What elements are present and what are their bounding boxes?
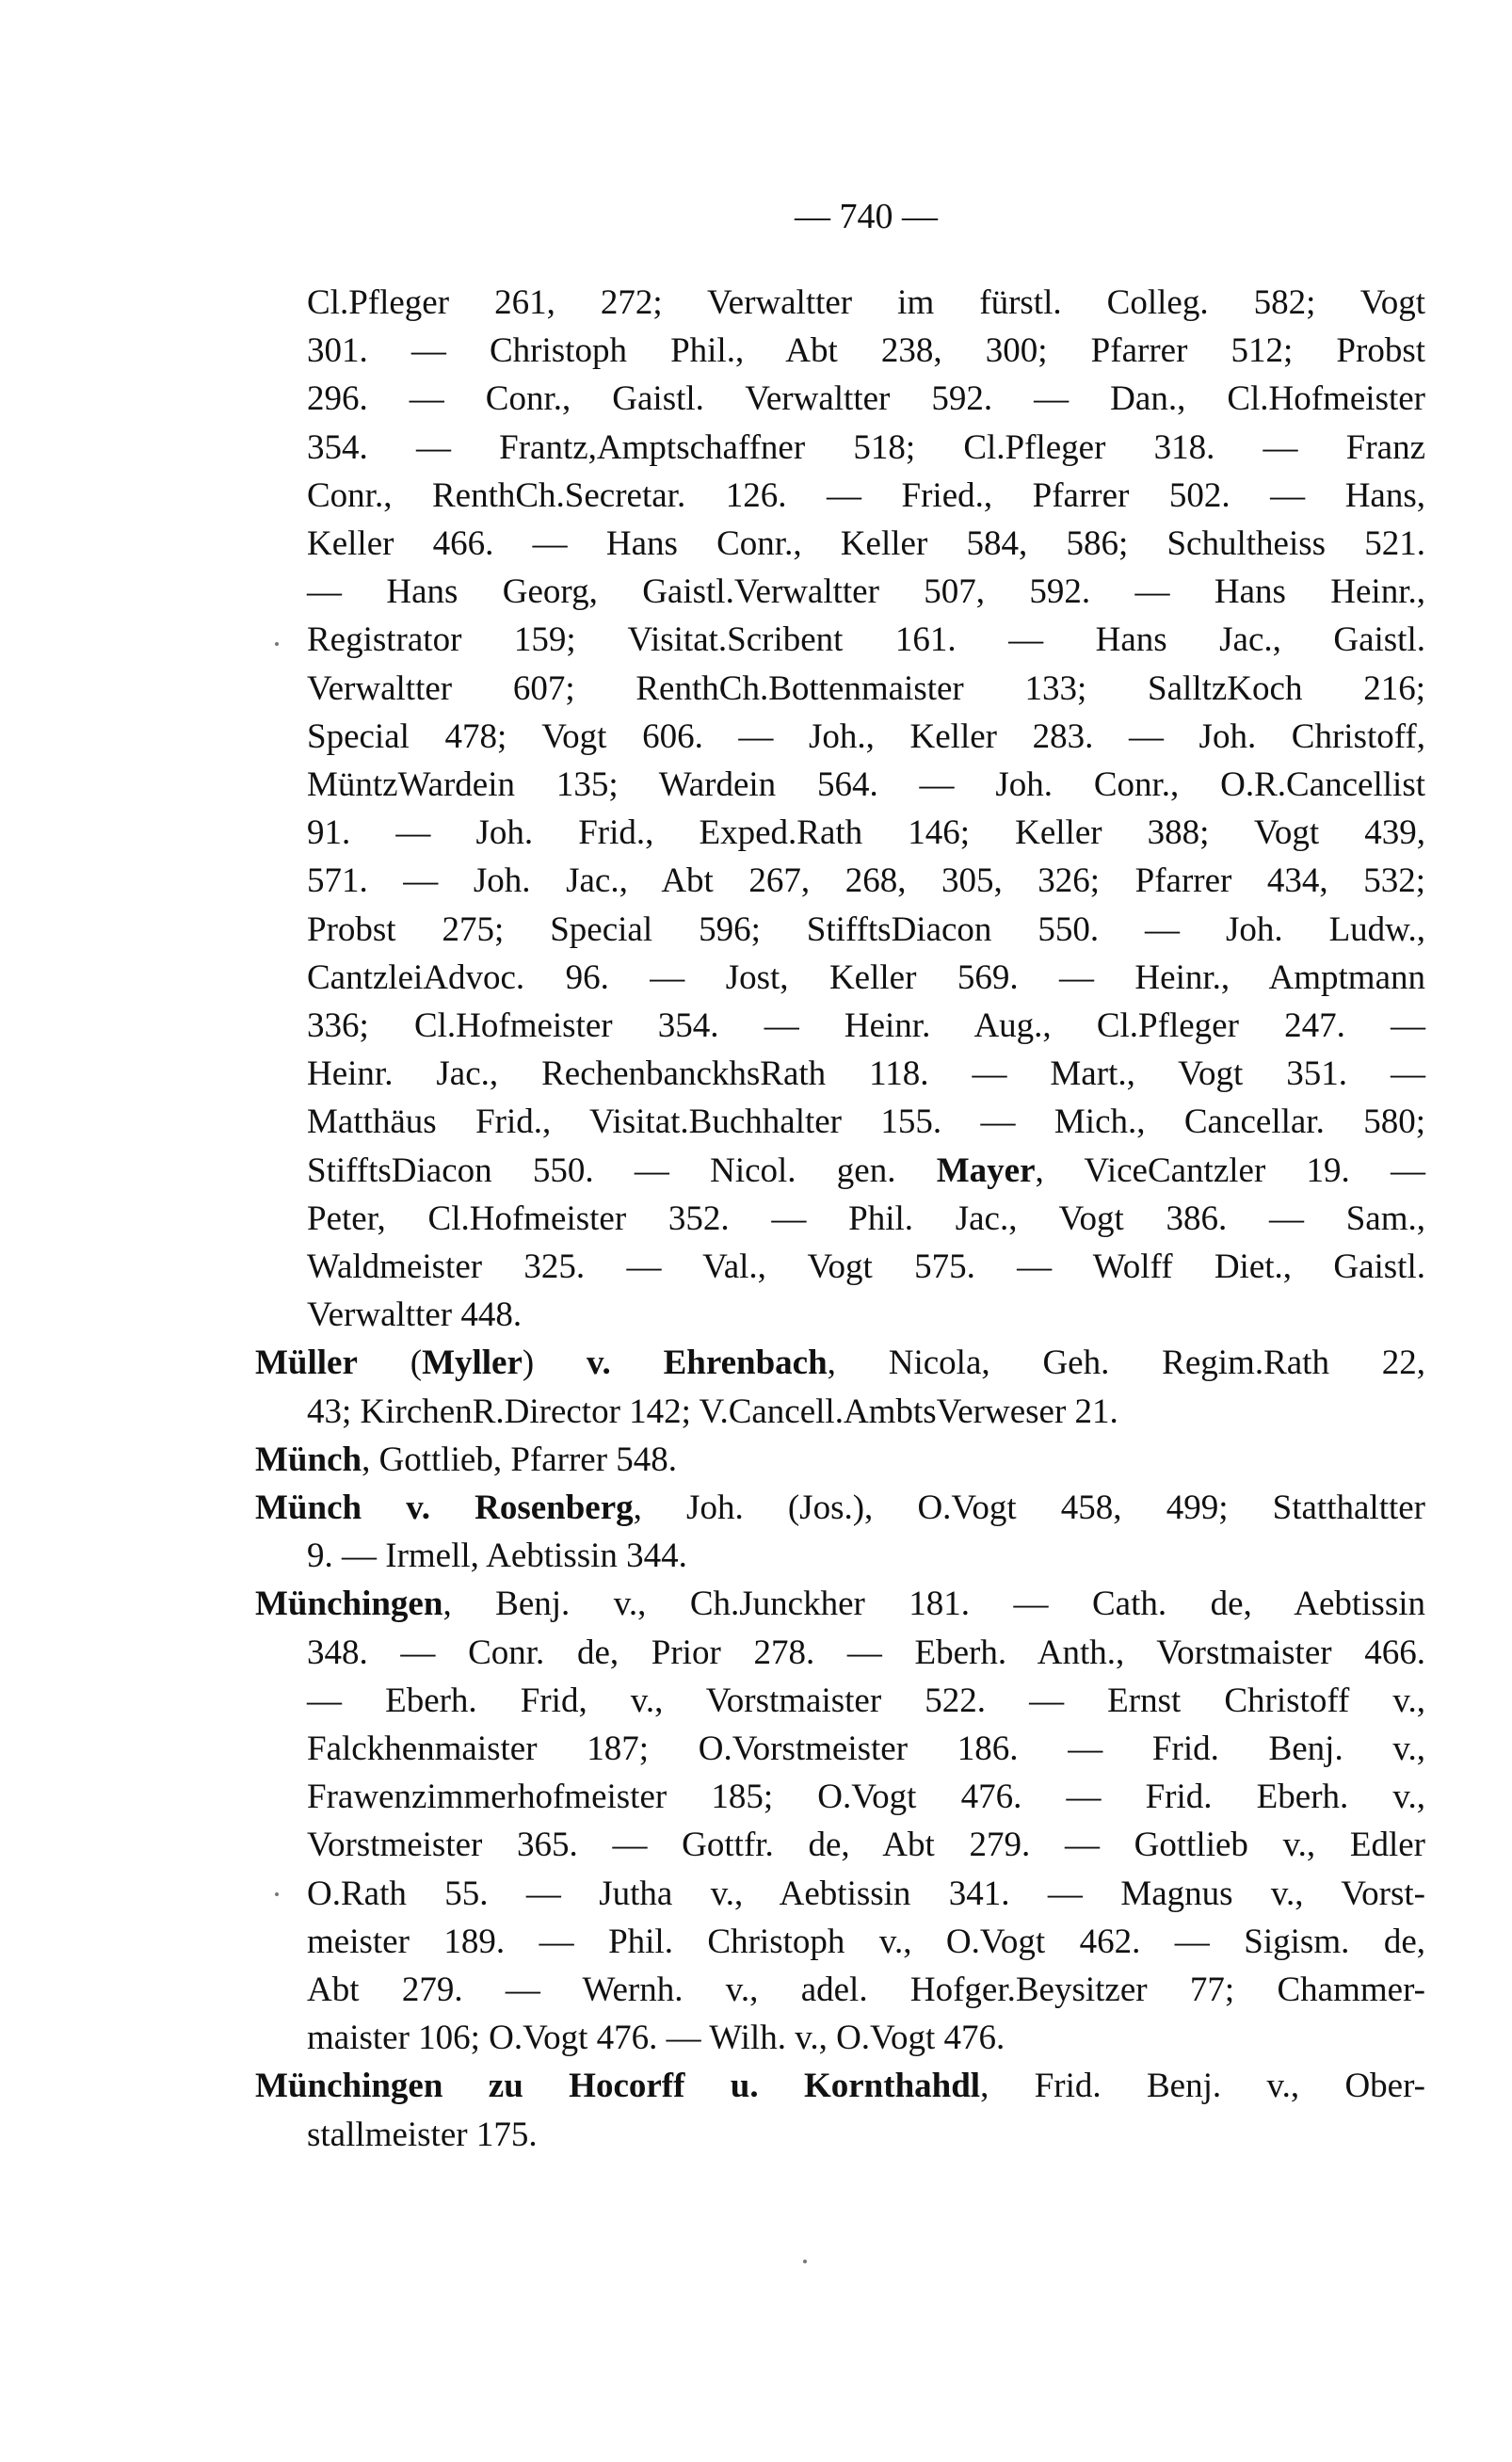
- index-text-line: [307, 1870, 1425, 1918]
- entry-text: 301. — Christoph Phil., Abt 238, 300; Pfarrer 512; Probst: [307, 331, 1425, 371]
- entry-text: Conr., RenthCh.Secretar. 126. — Fried., Pfarrer 502. — Hans,: [307, 475, 1425, 515]
- index-text-line: [307, 1773, 1425, 1821]
- page-number: — 740 —: [795, 197, 938, 236]
- index-text-line: [307, 954, 1425, 1002]
- index-text-line: [307, 1291, 1425, 1339]
- entry-text: , Nicola, Geh. Regim.Rath 22,: [827, 1344, 1426, 1383]
- index-text-line: [307, 375, 1425, 423]
- entry-text: , Frid. Benj. v., Ober-: [980, 2067, 1425, 2106]
- entry-text: Falckhenmaister 187; O.Vorstmeister 186. — Frid. Benj. v.,: [307, 1730, 1425, 1768]
- entry-text: 9. — Irmell, Aebtissin 344.: [307, 1537, 687, 1576]
- index-text-line: [307, 1677, 1425, 1725]
- index-text-line: [307, 1050, 1425, 1098]
- entry-text: Waldmeister 325. — Val., Vogt 575. — Wolff Diet., Gaistl.: [307, 1247, 1425, 1286]
- index-text-line: [307, 1821, 1425, 1869]
- index-text-line: [307, 2014, 1425, 2062]
- index-text-line: [307, 472, 1425, 520]
- index-text-line: [307, 424, 1425, 472]
- entry-text: , ViceCantzler 19. —: [1035, 1151, 1426, 1190]
- entry-text: — Hans Georg, Gaistl.Verwaltter 507, 592. — Hans Heinr.,: [307, 572, 1425, 612]
- scan-speck: [275, 642, 279, 646]
- headword: Müller: [255, 1344, 358, 1383]
- entry-text: Frawenzimmerhofmeister 185; O.Vogt 476. — Frid. Eberh. v.,: [307, 1778, 1425, 1817]
- index-text-line: [307, 906, 1425, 954]
- headword: Münch v. Rosenberg: [255, 1488, 634, 1527]
- entry-text: 296. — Conr., Gaistl. Verwaltter 592. — Dan., Cl.Hofmeister: [307, 379, 1425, 419]
- entry-text: Matthäus Frid., Visitat.Buchhalter 155. — Mich., Cancellar. 580;: [307, 1102, 1425, 1142]
- entry-text: CantzleiAdvoc. 96. — Jost, Keller 569. — Heinr., Amptmann: [307, 957, 1425, 997]
- entry-text: , Benj. v., Ch.Junckher 181. — Cath. de, Aebtissin: [442, 1585, 1425, 1624]
- entry-text: ): [522, 1344, 587, 1383]
- entry-text: Keller 466. — Hans Conr., Keller 584, 586; Schultheiss 521.: [307, 524, 1425, 563]
- headword: Münch: [255, 1440, 362, 1479]
- entry-text: Peter, Cl.Hofmeister 352. — Phil. Jac., Vogt 386. — Sam.,: [307, 1199, 1425, 1238]
- index-entry-headline: [255, 1484, 1425, 1532]
- index-text-line: [307, 1966, 1425, 2014]
- index-text-line: [307, 1629, 1425, 1677]
- index-text-line: [307, 665, 1425, 713]
- index-text-line: [307, 1195, 1425, 1243]
- index-text-line: [307, 568, 1425, 616]
- entry-text: Verwaltter 607; RenthCh.Bottenmaister 133; SalltzKoch 216;: [307, 668, 1425, 708]
- scan-speck: [275, 1892, 279, 1896]
- entry-text: 43; KirchenR.Director 142; V.Cancell.AmbtsVerweser 21.: [307, 1392, 1118, 1431]
- headword: Münchingen zu Hocorff u. Kornthahdl: [255, 2067, 981, 2106]
- entry-text: Heinr. Jac., RechenbanckhsRath 118. — Mart., Vogt 351. —: [307, 1054, 1425, 1094]
- index-text-line: [307, 1098, 1425, 1146]
- index-text-line: [307, 279, 1425, 327]
- index-text-line: [307, 1243, 1425, 1291]
- headword: Myller: [422, 1344, 523, 1383]
- index-text-line: [307, 1147, 1425, 1195]
- entry-text: Registrator 159; Visitat.Scribent 161. — Hans Jac., Gaistl.: [307, 620, 1425, 660]
- index-text-line: [307, 616, 1425, 664]
- entry-text: StifftsDiacon 550. — Nicol. gen.: [307, 1151, 937, 1190]
- index-text-line: [307, 1532, 1425, 1580]
- index-text-line: [307, 1725, 1425, 1773]
- index-text-line: [307, 809, 1425, 857]
- index-text-line: [307, 857, 1425, 905]
- entry-text: 571. — Joh. Jac., Abt 267, 268, 305, 326; Pfarrer 434, 532;: [307, 861, 1425, 901]
- entry-text: meister 189. — Phil. Christoph v., O.Vogt 462. — Sigism. de,: [307, 1922, 1425, 1961]
- index-entry-headline: [255, 1436, 1425, 1484]
- index-text-line: [307, 520, 1425, 568]
- headword: Münchingen: [255, 1585, 443, 1624]
- entry-text: — Eberh. Frid, v., Vorstmaister 522. — Ernst Christoff v.,: [307, 1681, 1425, 1720]
- entry-text: stallmeister 175.: [307, 2115, 538, 2154]
- entry-text: Verwaltter 448.: [307, 1295, 523, 1335]
- entry-text: 91. — Joh. Frid., Exped.Rath 146; Keller 388; Vogt 439,: [307, 813, 1425, 853]
- entry-text: 354. — Frantz,Amptschaffner 518; Cl.Pfleger 318. — Franz: [307, 427, 1425, 467]
- headword: v. Ehrenbach: [587, 1344, 828, 1383]
- entry-text: 336; Cl.Hofmeister 354. — Heinr. Aug., Cl.Pfleger 247. —: [307, 1006, 1425, 1045]
- index-text-line: [307, 1388, 1425, 1436]
- scan-speck: [803, 2260, 807, 2263]
- entry-text: O.Rath 55. — Jutha v., Aebtissin 341. — Magnus v., Vorst-: [307, 1874, 1425, 1913]
- entry-text: Abt 279. — Wernh. v., adel. Hofger.Beysitzer 77; Chammer-: [307, 1971, 1425, 2009]
- entry-text: 348. — Conr. de, Prior 278. — Eberh. Anth., Vorstmaister 466.: [307, 1633, 1425, 1672]
- index-entry-headline: [255, 1580, 1425, 1628]
- index-text-line: [307, 761, 1425, 809]
- index-text-line: [307, 1002, 1425, 1050]
- index-text-line: [307, 1918, 1425, 1966]
- index-text-line: [307, 2111, 1425, 2159]
- entry-text: , Gottlieb, Pfarrer 548.: [362, 1440, 678, 1479]
- entry-text: Special 478; Vogt 606. — Joh., Keller 283. — Joh. Christoff,: [307, 716, 1425, 756]
- entry-text: MüntzWardein 135; Wardein 564. — Joh. Conr., O.R.Cancellist: [307, 765, 1425, 804]
- index-text-line: [307, 713, 1425, 761]
- entry-text: Probst 275; Special 596; StifftsDiacon 550. — Joh. Ludw.,: [307, 909, 1425, 949]
- entry-text: , Joh. (Jos.), O.Vogt 458, 499; Statthaltter: [633, 1488, 1425, 1527]
- entry-text: Cl.Pfleger 261, 272; Verwaltter im fürstl. Colleg. 582; Vogt: [307, 283, 1425, 322]
- entry-text: (: [357, 1344, 423, 1383]
- headword: Mayer: [936, 1151, 1036, 1190]
- entry-text: Vorstmeister 365. — Gottfr. de, Abt 279. — Gottlieb v., Edler: [307, 1826, 1425, 1865]
- index-entry-headline: [255, 2062, 1425, 2110]
- index-text-line: [307, 327, 1425, 375]
- entry-text: maister 106; O.Vogt 476. — Wilh. v., O.Vogt 476.: [307, 2019, 1005, 2058]
- index-entry-headline: [255, 1339, 1425, 1387]
